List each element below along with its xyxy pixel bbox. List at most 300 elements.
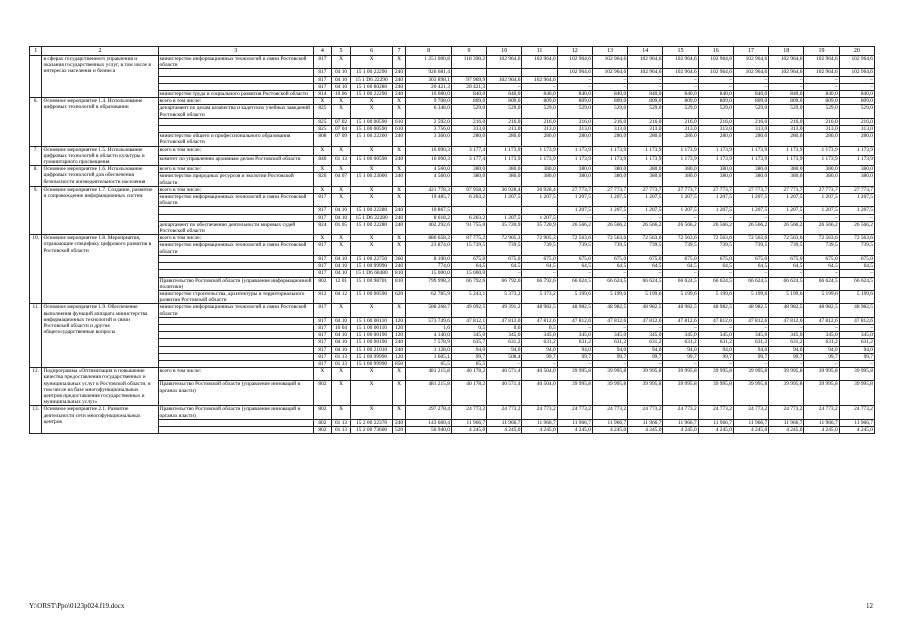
year-amount-cell: 1 173,9	[733, 156, 768, 166]
total-amount-cell: 50 940,0	[406, 426, 452, 433]
year-amount-cell: 280,0	[698, 133, 733, 146]
grbs-code-cell: 812	[314, 290, 332, 303]
year-amount-cell: 1 207,5	[698, 194, 733, 207]
activity-name: Основное мероприятие 2.1. Развитие деятельности сети многофункциональных центров	[42, 406, 158, 434]
year-amount-cell: 216,0	[557, 118, 592, 125]
year-amount-cell: 11 966,7	[628, 419, 663, 426]
year-amount-cell: –	[804, 360, 839, 367]
year-amount-cell: 72 563,6	[804, 235, 839, 242]
year-amount-cell: 11 966,7	[733, 419, 768, 426]
activity-name: Основное мероприятие 1.6. Использование цифровых технологий для обеспечения безопасности жизнедеятельности населения	[42, 166, 158, 187]
year-amount-cell: 39 995,8	[557, 381, 592, 406]
total-amount-cell: 15 000,0	[406, 270, 452, 277]
expense-type-cell: 240	[392, 83, 405, 90]
column-number: 9	[451, 47, 486, 56]
row-number: 10.	[30, 235, 42, 304]
total-amount-cell: 1 128,0	[406, 346, 452, 353]
year-amount-cell: 1 207,5	[733, 207, 768, 214]
year-amount-cell: 280,0	[839, 133, 874, 146]
year-amount-cell: 15 739,5	[451, 242, 486, 255]
year-amount-cell: 380,0	[557, 166, 592, 173]
year-amount-cell: 675,0	[557, 255, 592, 262]
year-amount-cell: 5 373,2	[487, 290, 522, 303]
year-amount-cell: 1 173,9	[663, 146, 698, 156]
column-number: 4	[314, 47, 332, 56]
year-amount-cell: 840,0	[769, 91, 804, 98]
expense-type-cell: Х	[392, 56, 405, 69]
section-code-cell: 12 01	[331, 277, 351, 290]
year-amount-cell: 36 928,4	[487, 186, 522, 193]
table-row	[30, 166, 875, 173]
year-amount-cell: 675,0	[451, 255, 486, 262]
year-amount-cell: 102 964,6	[698, 56, 733, 69]
year-amount-cell: 26 566,2	[663, 221, 698, 234]
year-amount-cell: 675,0	[769, 255, 804, 262]
section-code-cell: 04 10	[331, 214, 351, 221]
table-row	[30, 56, 875, 69]
column-number: 2	[42, 47, 158, 56]
grbs-code-cell: 817	[314, 332, 332, 339]
year-amount-cell: 280,0	[628, 133, 663, 146]
grbs-code-cell: Х	[314, 235, 332, 242]
year-amount-cell: 675,0	[663, 255, 698, 262]
year-amount-cell: –	[804, 270, 839, 277]
grbs-code-cell: 817	[314, 317, 332, 324]
year-amount-cell: –	[522, 83, 557, 90]
year-amount-cell: 72 905,3	[487, 235, 522, 242]
expense-type-cell: Х	[392, 194, 405, 207]
executor-cell	[158, 317, 314, 324]
year-amount-cell: 26 566,2	[839, 221, 874, 234]
year-amount-cell: –	[592, 270, 627, 277]
year-amount-cell: 72 563,6	[557, 235, 592, 242]
year-amount-cell: 102 964,6	[522, 56, 557, 69]
expense-type-cell: 520	[392, 426, 405, 433]
year-amount-cell: 631,2	[839, 339, 874, 346]
year-amount-cell: 49 092,5	[451, 304, 486, 317]
year-amount-cell: 64,5	[592, 263, 627, 270]
year-amount-cell: –	[628, 76, 663, 83]
year-amount-cell: 631,2	[769, 339, 804, 346]
expense-type-cell: 120	[392, 324, 405, 331]
year-amount-cell: 72 563,6	[733, 235, 768, 242]
target-code-cell: 15 1 D6 22280	[351, 214, 392, 221]
grbs-code-cell: 817	[314, 56, 332, 69]
year-amount-cell: 94,0	[522, 346, 557, 353]
activity-name: Основное мероприятие 1.5. Использование цифровых технологий в области культуры и гуманитарного просвещения	[42, 146, 158, 166]
row-number: 6.	[30, 98, 42, 146]
grbs-code-cell: 817	[314, 83, 332, 90]
year-amount-cell: 840,0	[451, 91, 486, 98]
year-amount-cell: 380,0	[733, 173, 768, 186]
year-amount-cell: 380,0	[487, 173, 522, 186]
grbs-code-cell: 817	[314, 214, 332, 221]
year-amount-cell: 11 966,7	[557, 419, 592, 426]
grbs-code-cell: 817	[314, 353, 332, 360]
year-amount-cell: 280,0	[769, 133, 804, 146]
year-amount-cell: 345,0	[733, 332, 768, 339]
year-amount-cell: 64,5	[487, 263, 522, 270]
year-amount-cell: 1 173,9	[487, 146, 522, 156]
year-amount-cell: 64,5	[804, 263, 839, 270]
year-amount-cell: 72 563,6	[663, 235, 698, 242]
year-amount-cell: 1 173,9	[522, 156, 557, 166]
year-amount-cell: 1 207,5	[769, 194, 804, 207]
expense-type-cell: 850	[392, 360, 405, 367]
column-number: 10	[487, 47, 522, 56]
year-amount-cell: 1 173,9	[592, 156, 627, 166]
year-amount-cell: 87 775,2	[451, 235, 486, 242]
year-amount-cell: 380,0	[769, 173, 804, 186]
year-amount-cell: –	[839, 76, 874, 83]
executor-cell	[158, 270, 314, 277]
year-amount-cell: –	[628, 270, 663, 277]
year-amount-cell: 39 995,8	[804, 368, 839, 381]
total-amount-cell: 588 268,7	[406, 304, 452, 317]
section-code-cell: Х	[331, 98, 351, 105]
year-amount-cell: 48 982,5	[839, 304, 874, 317]
year-amount-cell: –	[733, 76, 768, 83]
total-amount-cell: 20 421,3	[406, 83, 452, 90]
year-amount-cell: 102 964,6	[804, 69, 839, 76]
year-amount-cell: 48 982,5	[804, 304, 839, 317]
year-amount-cell: 1 173,9	[663, 156, 698, 166]
executor-cell: министерство информационных технологий и связи Ростовской области	[158, 304, 314, 317]
year-amount-cell: 313,0	[451, 126, 486, 133]
target-code-cell: 15 1 00 22290	[351, 91, 392, 98]
executor-cell	[158, 353, 314, 360]
grbs-code-cell: 802	[314, 419, 332, 426]
grbs-code-cell: 824	[314, 221, 332, 234]
expense-type-cell: 240	[392, 346, 405, 353]
year-amount-cell: 1 207,5	[733, 194, 768, 207]
year-amount-cell: 72 563,6	[839, 235, 874, 242]
expense-type-cell: 610	[392, 118, 405, 125]
section-code-cell: 04 10	[331, 83, 351, 90]
year-amount-cell: 280,0	[592, 133, 627, 146]
year-amount-cell: 24 773,2	[804, 406, 839, 419]
year-amount-cell: 1 173,9	[769, 156, 804, 166]
target-code-cell: 15 1 00 00110	[351, 317, 392, 324]
year-amount-cell: –	[628, 324, 663, 331]
header-number-row	[30, 47, 875, 56]
target-code-cell: Х	[351, 146, 392, 156]
year-amount-cell: 345,0	[487, 332, 522, 339]
year-amount-cell: 739,5	[804, 242, 839, 255]
year-amount-cell: –	[592, 360, 627, 367]
year-amount-cell	[451, 69, 486, 76]
year-amount-cell: 48 982,5	[522, 304, 557, 317]
year-amount-cell: –	[522, 360, 557, 367]
year-amount-cell: 345,0	[592, 332, 627, 339]
year-amount-cell: 39 995,8	[628, 381, 663, 406]
year-amount-cell: 380,0	[451, 173, 486, 186]
year-amount-cell: 39 995,8	[839, 368, 874, 381]
year-amount-cell: 72 563,6	[769, 235, 804, 242]
year-amount-cell: 675,0	[628, 255, 663, 262]
year-amount-cell: 39 995,8	[663, 368, 698, 381]
total-amount-cell: 799 998,3	[406, 277, 452, 290]
year-amount-cell: 26 566,2	[733, 221, 768, 234]
year-amount-cell: 27 773,7	[592, 186, 627, 193]
year-amount-cell: 675,0	[733, 255, 768, 262]
year-amount-cell: 11 966,7	[451, 419, 486, 426]
section-code-cell: Х	[331, 242, 351, 255]
year-amount-cell: –	[804, 76, 839, 83]
executor-cell: департамент по делам казачества и кадетских учебных заведений Ростовской области	[158, 105, 314, 118]
year-amount-cell: 631,2	[557, 339, 592, 346]
year-amount-cell: 1 207,5	[628, 207, 663, 214]
year-amount-cell: 380,0	[769, 166, 804, 173]
executor-cell: всего в том числе:	[158, 146, 314, 156]
row-number: 7.	[30, 146, 42, 166]
grbs-code-cell: 817	[314, 360, 332, 367]
year-amount-cell: 102 964,6	[487, 56, 522, 69]
year-amount-cell: 26 566,2	[769, 221, 804, 234]
year-amount-cell: 1 173,9	[769, 146, 804, 156]
year-amount-cell: 4 245,0	[698, 426, 733, 433]
year-amount-cell: 345,0	[839, 332, 874, 339]
year-amount-cell: 72 905,3	[522, 235, 557, 242]
year-amount-cell: 1 173,9	[628, 156, 663, 166]
target-code-cell: Х	[351, 56, 392, 69]
expense-type-cell: 240	[392, 419, 405, 426]
year-amount-cell: 91 755,0	[451, 221, 486, 234]
year-amount-cell: –	[557, 76, 592, 83]
year-amount-cell: 1 173,9	[839, 156, 874, 166]
year-amount-cell: –	[557, 270, 592, 277]
target-code-cell: 15 1 00 21010	[351, 346, 392, 353]
year-amount-cell: –	[663, 270, 698, 277]
row-number: 8.	[30, 166, 42, 187]
year-amount-cell: 1 207,5	[557, 194, 592, 207]
year-amount-cell: 11 966,7	[592, 419, 627, 426]
grbs-code-cell: 817	[314, 270, 332, 277]
section-code-cell: Х	[331, 235, 351, 242]
year-amount-cell: 65,5	[451, 360, 486, 367]
year-amount-cell: 4 245,0	[628, 426, 663, 433]
year-amount-cell: –	[839, 214, 874, 221]
year-amount-cell: 24 773,2	[522, 406, 557, 419]
year-amount-cell: 739,5	[557, 242, 592, 255]
year-amount-cell: 280,0	[451, 133, 486, 146]
year-amount-cell: 675,0	[592, 255, 627, 262]
grbs-code-cell: Х	[314, 166, 332, 173]
year-amount-cell: 6 203,2	[451, 214, 486, 221]
executor-cell: комитет по управлению архивным делом Ростовской области	[158, 156, 314, 166]
year-amount-cell: 99,7	[733, 353, 768, 360]
year-amount-cell: 1 173,9	[804, 156, 839, 166]
year-amount-cell: 5 199,6	[663, 290, 698, 303]
year-amount-cell: 39 995,8	[663, 381, 698, 406]
total-amount-cell: 421 778,3	[406, 186, 452, 193]
year-amount-cell: 313,0	[698, 126, 733, 133]
year-amount-cell: 11 966,7	[698, 419, 733, 426]
section-code-cell: 04 12	[331, 290, 351, 303]
year-amount-cell: 5 199,6	[839, 290, 874, 303]
year-amount-cell: 1 207,5	[663, 194, 698, 207]
grbs-code-cell: Х	[314, 146, 332, 156]
year-amount-cell: 102 964,6	[628, 56, 663, 69]
year-amount-cell: 99,7	[592, 353, 627, 360]
year-amount-cell: 102 964,6	[839, 69, 874, 76]
year-amount-cell: 4 245,0	[487, 426, 522, 433]
target-code-cell: Х	[351, 105, 392, 118]
year-amount-cell: 1 173,9	[698, 156, 733, 166]
year-amount-cell: –	[628, 360, 663, 367]
target-code-cell: Х	[351, 186, 392, 193]
year-amount-cell: 26 566,2	[804, 221, 839, 234]
year-amount-cell: 102 964,6	[804, 56, 839, 69]
year-amount-cell: 280,0	[804, 133, 839, 146]
year-amount-cell: 24 773,2	[487, 406, 522, 419]
year-amount-cell: 529,0	[698, 105, 733, 118]
year-amount-cell: 48 982,5	[733, 304, 768, 317]
year-amount-cell: –	[487, 270, 522, 277]
year-amount-cell: 529,0	[451, 105, 486, 118]
year-amount-cell: –	[839, 324, 874, 331]
year-amount-cell: 48 982,5	[663, 304, 698, 317]
column-number: 16	[698, 47, 733, 56]
column-number: 17	[733, 47, 768, 56]
year-amount-cell: 40 504,0	[522, 368, 557, 381]
year-amount-cell: 5 199,6	[557, 290, 592, 303]
target-code-cell: 15 1 00 00110	[351, 324, 392, 331]
year-amount-cell: 216,0	[592, 118, 627, 125]
expense-type-cell: 240	[392, 133, 405, 146]
executor-cell: Правительство Ростовской области (управление инноваций в органах власти)	[158, 381, 314, 406]
row-number	[30, 56, 42, 98]
executor-cell	[158, 332, 314, 339]
grbs-code-cell: 817	[314, 194, 332, 207]
year-amount-cell	[522, 207, 557, 214]
year-amount-cell	[487, 69, 522, 76]
year-amount-cell: 840,0	[839, 91, 874, 98]
year-amount-cell: 216,0	[487, 118, 522, 125]
year-amount-cell: 48 982,5	[698, 304, 733, 317]
year-amount-cell: 118 390,2	[451, 56, 486, 69]
year-amount-cell: –	[769, 360, 804, 367]
total-amount-cell: 65,5	[406, 360, 452, 367]
expense-type-cell: Х	[392, 304, 405, 317]
grbs-code-cell: 825	[314, 126, 332, 133]
year-amount-cell: 380,0	[698, 166, 733, 173]
year-amount-cell: 4 245,0	[733, 426, 768, 433]
year-amount-cell: 280,0	[733, 133, 768, 146]
year-amount-cell: 635,7	[451, 339, 486, 346]
section-code-cell: 04 10	[331, 255, 351, 262]
executor-cell	[158, 207, 314, 214]
year-amount-cell: 840,0	[628, 91, 663, 98]
expense-type-cell: 240	[392, 263, 405, 270]
grbs-code-cell: Х	[314, 186, 332, 193]
year-amount-cell: 94,0	[557, 346, 592, 353]
year-amount-cell: –	[733, 214, 768, 221]
year-amount-cell: 313,0	[628, 126, 663, 133]
grbs-code-cell: 825	[314, 105, 332, 118]
year-amount-cell: 48 982,5	[557, 304, 592, 317]
executor-cell	[158, 324, 314, 331]
year-amount-cell: –	[487, 360, 522, 367]
year-amount-cell: 380,0	[628, 173, 663, 186]
year-amount-cell: 216,0	[804, 118, 839, 125]
year-amount-cell: 508,4	[487, 353, 522, 360]
year-amount-cell: 216,0	[628, 118, 663, 125]
year-amount-cell: 345,0	[522, 332, 557, 339]
year-amount-cell: 39 995,8	[557, 368, 592, 381]
year-amount-cell: 739,5	[769, 242, 804, 255]
year-amount-cell: 345,0	[698, 332, 733, 339]
year-amount-cell: 39 995,8	[769, 381, 804, 406]
year-amount-cell: 0,6	[487, 324, 522, 331]
total-amount-cell: 4 560,0	[406, 166, 452, 173]
section-code-cell: 04 10	[331, 270, 351, 277]
year-amount-cell: –	[804, 83, 839, 90]
section-code-cell: Х	[331, 56, 351, 69]
section-code-cell: 04 10	[331, 339, 351, 346]
year-amount-cell	[451, 207, 486, 214]
year-amount-cell: 64,5	[663, 263, 698, 270]
table-row	[30, 186, 875, 193]
total-amount-cell: 7 578,9	[406, 339, 452, 346]
year-amount-cell: 345,0	[628, 332, 663, 339]
year-amount-cell: 47 812,6	[839, 317, 874, 324]
executor-cell	[158, 118, 314, 125]
total-amount-cell: 2 592,0	[406, 118, 452, 125]
year-amount-cell: 49 391,2	[487, 304, 522, 317]
year-amount-cell: 102 964,6	[557, 56, 592, 69]
section-code-cell: Х	[331, 186, 351, 193]
target-code-cell: 15 2 00 73600	[351, 426, 392, 433]
year-amount-cell: 5 199,6	[733, 290, 768, 303]
expense-type-cell: Х	[392, 235, 405, 242]
year-amount-cell: 48 982,5	[769, 304, 804, 317]
year-amount-cell: 39 995,8	[839, 381, 874, 406]
grbs-code-cell: 802	[314, 406, 332, 419]
activity-name: Основное мероприятие 1.7. Создание, развитие и сопровождение информационных систем	[42, 186, 158, 234]
year-amount-cell: 380,0	[804, 166, 839, 173]
year-amount-cell: 313,0	[839, 126, 874, 133]
section-code-cell: 07 09	[331, 133, 351, 146]
section-code-cell: 04 10	[331, 263, 351, 270]
year-amount-cell: 72 563,6	[698, 235, 733, 242]
year-amount-cell: –	[487, 83, 522, 90]
year-amount-cell: 675,0	[804, 255, 839, 262]
grbs-code-cell: 817	[314, 76, 332, 83]
year-amount-cell: 40 571,4	[487, 368, 522, 381]
total-amount-cell: 8 100,0	[406, 255, 452, 262]
year-amount-cell: 11 966,7	[839, 419, 874, 426]
total-amount-cell: 1 605,1	[406, 353, 452, 360]
year-amount-cell: 27 773,7	[804, 186, 839, 193]
year-amount-cell: –	[628, 83, 663, 90]
year-amount-cell: 66 624,5	[557, 277, 592, 290]
year-amount-cell: 66 624,5	[698, 277, 733, 290]
grbs-code-cell: 825	[314, 118, 332, 125]
year-amount-cell: 380,0	[592, 166, 627, 173]
year-amount-cell: 216,0	[698, 118, 733, 125]
target-code-cell: Х	[351, 194, 392, 207]
year-amount-cell: 631,2	[522, 339, 557, 346]
year-amount-cell: 97 958,2	[451, 186, 486, 193]
total-amount-cell: 926 681,4	[406, 69, 452, 76]
total-amount-cell: 10 867,5	[406, 207, 452, 214]
year-amount-cell: –	[522, 270, 557, 277]
executor-cell	[158, 83, 314, 90]
year-amount-cell: 216,0	[451, 118, 486, 125]
year-amount-cell: 631,2	[804, 339, 839, 346]
target-code-cell: 15 1 00 99990	[351, 353, 392, 360]
